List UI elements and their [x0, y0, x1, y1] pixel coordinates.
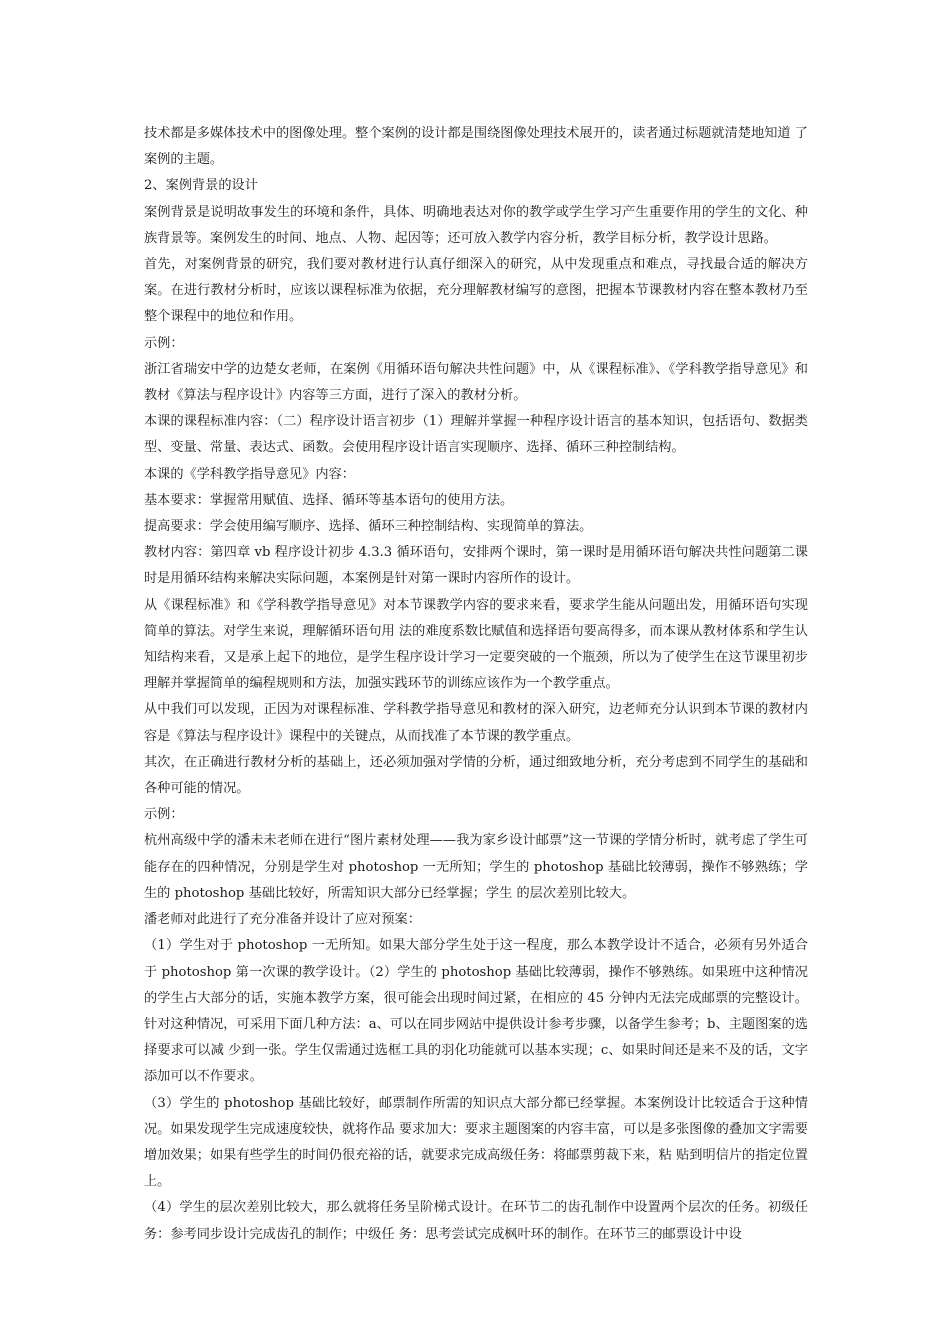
paragraph: 浙江省瑞安中学的边楚女老师，在案例《用循环语句解决共性问题》中，从《课程标准》、《学科教学指导意见》和教材《算法与程序设计》内容等三方面，进行了深入的教材分析。	[144, 361, 808, 404]
paragraph: 技术都是多媒体技术中的图像处理。整个案例的设计都是围绕图像处理技术展开的，读者通过标题就清楚地知道 了案例的主题。	[144, 126, 808, 168]
paragraph: （3）学生的 photoshop 基础比较好，邮票制作所需的知识点大部分都已经掌握。本案例设计比较适合于这种情况。如果发现学生完成速度较快，就将作品 要求加大：要求主题图案的内容丰富，可以是多张图像的叠加文字需要增加效果；如果有些学生的时间仍很充裕的话，就要求完成高级任务：将邮票剪裁下来，粘 贴到明信片的指定位置上。	[144, 1095, 808, 1190]
paragraph: （4）学生的层次差别比较大，那么就将任务呈阶梯式设计。在环节二的齿孔制作中设置两个层次的任务。初级任务：参考同步设计完成齿孔的制作；中级任 务：思考尝试完成枫叶环的制作。在环节三的邮票设计中设	[144, 1200, 808, 1242]
document-body	[144, 121, 808, 1248]
paragraph: 从《课程标准》和《学科教学指导意见》对本节课教学内容的要求来看，要求学生能从问题出发，用循环语句实现简单的算法。对学生来说，理解循环语句用 法的难度系数比赋值和选择语句要高得多，而本课从教材体系和学生认知结构来看，又是承上起下的地位，是学生程序设计学习一定要突破的一个瓶颈，所以为了使学生在这节课里初步理解并掌握简单的编程规则和方法，加强实践环节的训练应该作为一个教学重点。	[144, 597, 808, 692]
paragraph: 基本要求：掌握常用赋值、选择、循环等基本语句的使用方法。	[144, 492, 514, 508]
paragraph: 其次，在正确进行教材分析的基础上，还必须加强对学情的分析，通过细致地分析，充分考虑到不同学生的基础和各种可能的情况。	[144, 754, 808, 797]
paragraph: 教材内容：第四章 vb 程序设计初步 4.3.3 循环语句，安排两个课时，第一课时是用循环语句解决共性问题第二课时是用循环结构来解决实际问题，本案例是针对第一课时内容所作的设计。	[144, 545, 808, 587]
paragraph: 本课的课程标准内容：（二）程序设计语言初步（1）理解并掌握一种程序设计语言的基本知识，包括语句、数据类型、变量、常量、表达式、函数。会使用程序设计语言实现顺序、选择、循环三种控制结构。	[144, 414, 808, 456]
paragraph: 潘老师对此进行了充分准备并设计了应对预案：	[144, 912, 421, 928]
example-label: 示例：	[144, 335, 184, 351]
example-label: 示例：	[144, 807, 184, 823]
paragraph: 案例背景是说明故事发生的环境和条件，具体、明确地表达对你的教学或学生学习产生重要作用的学生的文化、种族背景等。案例发生的时间、地点、人物、起因等；还可放入教学内容分析，教学目标分析，教学设计思路。	[144, 204, 808, 246]
paragraph: 杭州高级中学的潘未未老师在进行“图片素材处理——我为家乡设计邮票”这一节课的学情分析时，就考虑了学生可能存在的四种情况，分别是学生对 photoshop 一无所知；学生的 photoshop 基础比较薄弱，操作不够熟练；学生的 photoshop 基础比较好，所需知识大部分已经掌握；学生 的层次差别比较大。	[144, 833, 808, 901]
paragraph: 本课的《学科教学指导意见》内容：	[144, 466, 355, 482]
paragraph: 首先，对案例背景的研究，我们要对教材进行认真仔细深入的研究，从中发现重点和难点，寻找最合适的解决方案。在进行教材分析时，应该以课程标准为依据，充分理解教材编写的意图，把握本节课教材内容在整本教材乃至整个课程中的地位和作用。	[144, 257, 808, 325]
paragraph: 从中我们可以发现，正因为对课程标准、学科教学指导意见和教材的深入研究，边老师充分认识到本节课的教材内容是《算法与程序设计》课程中的关键点，从而找准了本节课的教学重点。	[144, 702, 808, 744]
paragraph: （1）学生对于 photoshop 一无所知。如果大部分学生处于这一程度，那么本教学设计不适合，必须有另外适合于 photoshop 第一次课的教学设计。（2）学生的 photoshop 基础比较薄弱，操作不够熟练。如果班中这种情况的学生占大部分的话，实施本教学方案，很可能会出现时间过紧，在相应的 45 分钟内无法完成邮票的完整设计。针对这种情况，可采用下面几种方法：a、可以在同步网站中提供设计参考步骤，以备学生参考；b、主题图案的选择要求可以减 少到一张。学生仅需通过选框工具的羽化功能就可以基本实现；c、如果时间还是来不及的话，文字添加可以不作要求。	[144, 938, 808, 1085]
paragraph: 提高要求：学会使用编写顺序、选择、循环三种控制结构、实现简单的算法。	[144, 519, 593, 535]
section-heading: 2、案例背景的设计	[144, 178, 258, 194]
